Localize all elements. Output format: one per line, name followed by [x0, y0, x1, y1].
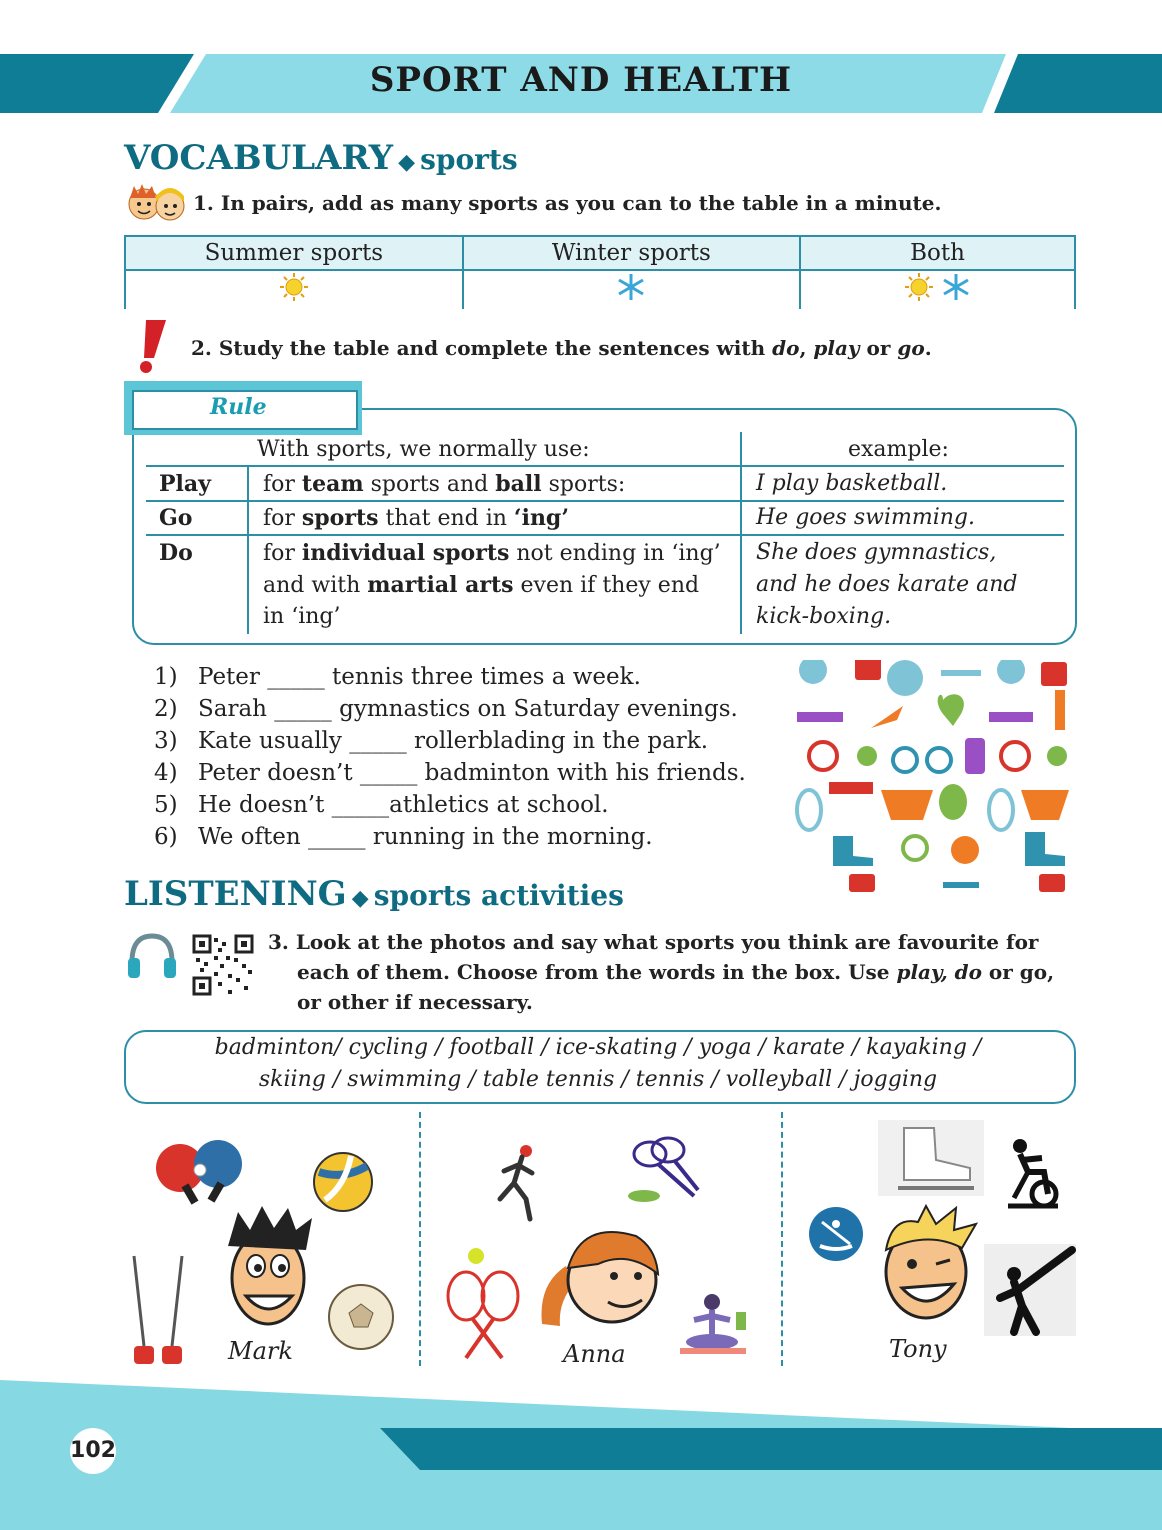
vocabulary-heading	[124, 138, 518, 178]
vocabulary-title: VOCABULARY	[124, 138, 393, 178]
ski-poles-icon	[126, 1250, 188, 1368]
rule-verb-go: Go	[159, 505, 193, 531]
rule-go-text: for sports that end in ‘ing’	[263, 505, 569, 531]
rule-label: Rule	[210, 394, 267, 420]
rule-column-line	[740, 432, 742, 634]
rule-divider	[146, 465, 1064, 467]
vocabulary-subtitle: sports	[420, 143, 518, 176]
rule-do-text-line3: in ‘ing’	[263, 604, 341, 629]
volleyball-icon	[311, 1150, 375, 1214]
snowflake-icon	[616, 272, 646, 302]
rule-verb-do: Do	[159, 540, 193, 566]
person-name-tony: Tony	[889, 1335, 947, 1363]
word-box-line2: skiing / swimming / table tennis / tennis / volleyball / jogging	[258, 1067, 938, 1092]
sports-table	[124, 235, 1076, 309]
qr-code-icon[interactable]	[192, 934, 254, 996]
summer-sports-header: Summer sports	[125, 236, 463, 270]
sports-icons-pattern-image	[793, 660, 1073, 892]
tennis-rackets-icon	[440, 1246, 526, 1362]
kayaking-sign-icon	[806, 1206, 868, 1262]
panel-divider	[781, 1112, 783, 1366]
list-item[interactable]: 2) Sarah _____ gymnastics on Saturday evenings.	[154, 696, 738, 722]
task2-instruction: 2. Study the table and complete the sentences with do, play or go.	[191, 336, 932, 360]
summer-sports-cell[interactable]	[125, 270, 463, 309]
person-name-mark: Mark	[228, 1337, 293, 1365]
page-number: 102	[70, 1428, 116, 1474]
yoga-icon	[666, 1272, 760, 1366]
list-item[interactable]: 1) Peter _____ tennis three times a week.	[154, 664, 641, 690]
winter-sports-header: Winter sports	[463, 236, 800, 270]
person-name-anna: Anna	[563, 1340, 626, 1368]
listening-title: LISTENING	[124, 874, 347, 914]
mark-cartoon-face	[218, 1206, 318, 1330]
list-item[interactable]: 3) Kate usually _____ rollerblading in the park.	[154, 728, 709, 754]
page-title: SPORT AND HEALTH	[369, 60, 793, 100]
listening-subtitle: sports activities	[373, 879, 624, 912]
sun-icon	[904, 272, 934, 302]
exercise-bike-icon	[998, 1138, 1064, 1212]
rule-do-example-line3: kick-boxing.	[756, 604, 892, 629]
anna-cartoon-face	[538, 1214, 660, 1334]
list-item[interactable]: 6) We often _____ running in the morning.	[154, 824, 653, 850]
rule-column-line	[247, 466, 249, 634]
task1-instruction: 1. In pairs, add as many sports as you can to the table in a minute.	[193, 191, 942, 215]
headphones-icon	[126, 932, 178, 982]
task3-line3: or other if necessary.	[297, 990, 533, 1014]
task3-line1: 3. Look at the photos and say what sports you think are favourite for	[268, 930, 1039, 954]
rule-play-example: I play basketball.	[756, 471, 948, 496]
football-icon	[326, 1282, 396, 1352]
list-item[interactable]: 4) Peter doesn’t _____ badminton with his friends.	[154, 760, 746, 786]
sentences-list	[154, 664, 746, 856]
both-sports-header: Both	[800, 236, 1075, 270]
word-box-line1: badminton/ cycling / football / ice-skating / yoga / karate / kayaking /	[214, 1035, 982, 1060]
winter-sports-cell[interactable]	[463, 270, 800, 309]
diamond-icon: ◆	[351, 885, 369, 911]
rule-go-example: He goes swimming.	[756, 505, 975, 530]
footer-band-dark	[380, 1428, 1162, 1470]
runner-icon	[486, 1143, 546, 1223]
listening-heading	[124, 874, 624, 914]
table-tennis-paddles-icon	[150, 1136, 246, 1206]
rule-do-example-line2: and he does karate and	[756, 572, 1018, 597]
both-sports-cell[interactable]	[800, 270, 1075, 309]
ice-skate-icon	[878, 1120, 984, 1196]
list-item[interactable]: 5) He doesn’t _____athletics at school.	[154, 792, 609, 818]
badminton-rackets-icon	[624, 1132, 708, 1206]
sun-icon	[279, 272, 309, 302]
rule-col1-header: With sports, we normally use:	[257, 437, 590, 462]
tony-cartoon-face	[878, 1204, 978, 1322]
karate-kick-icon	[984, 1244, 1076, 1336]
pair-work-icon	[124, 180, 188, 228]
rule-do-example-line1: She does gymnastics,	[756, 540, 997, 565]
exclamation-icon	[132, 318, 172, 374]
diamond-icon: ◆	[398, 149, 416, 175]
panel-divider	[419, 1112, 421, 1366]
rule-do-text-line1: for individual sports not ending in ‘ing’	[263, 540, 721, 566]
rule-do-text-line2: and with martial arts even if they end	[263, 572, 700, 598]
task3-line2: each of them. Choose from the words in the box. Use play, do or go,	[297, 960, 1055, 984]
rule-play-text: for team sports and ball sports:	[263, 471, 626, 497]
snowflake-icon	[941, 272, 971, 302]
rule-verb-play: Play	[159, 471, 211, 497]
rule-col2-header: example:	[848, 437, 949, 462]
